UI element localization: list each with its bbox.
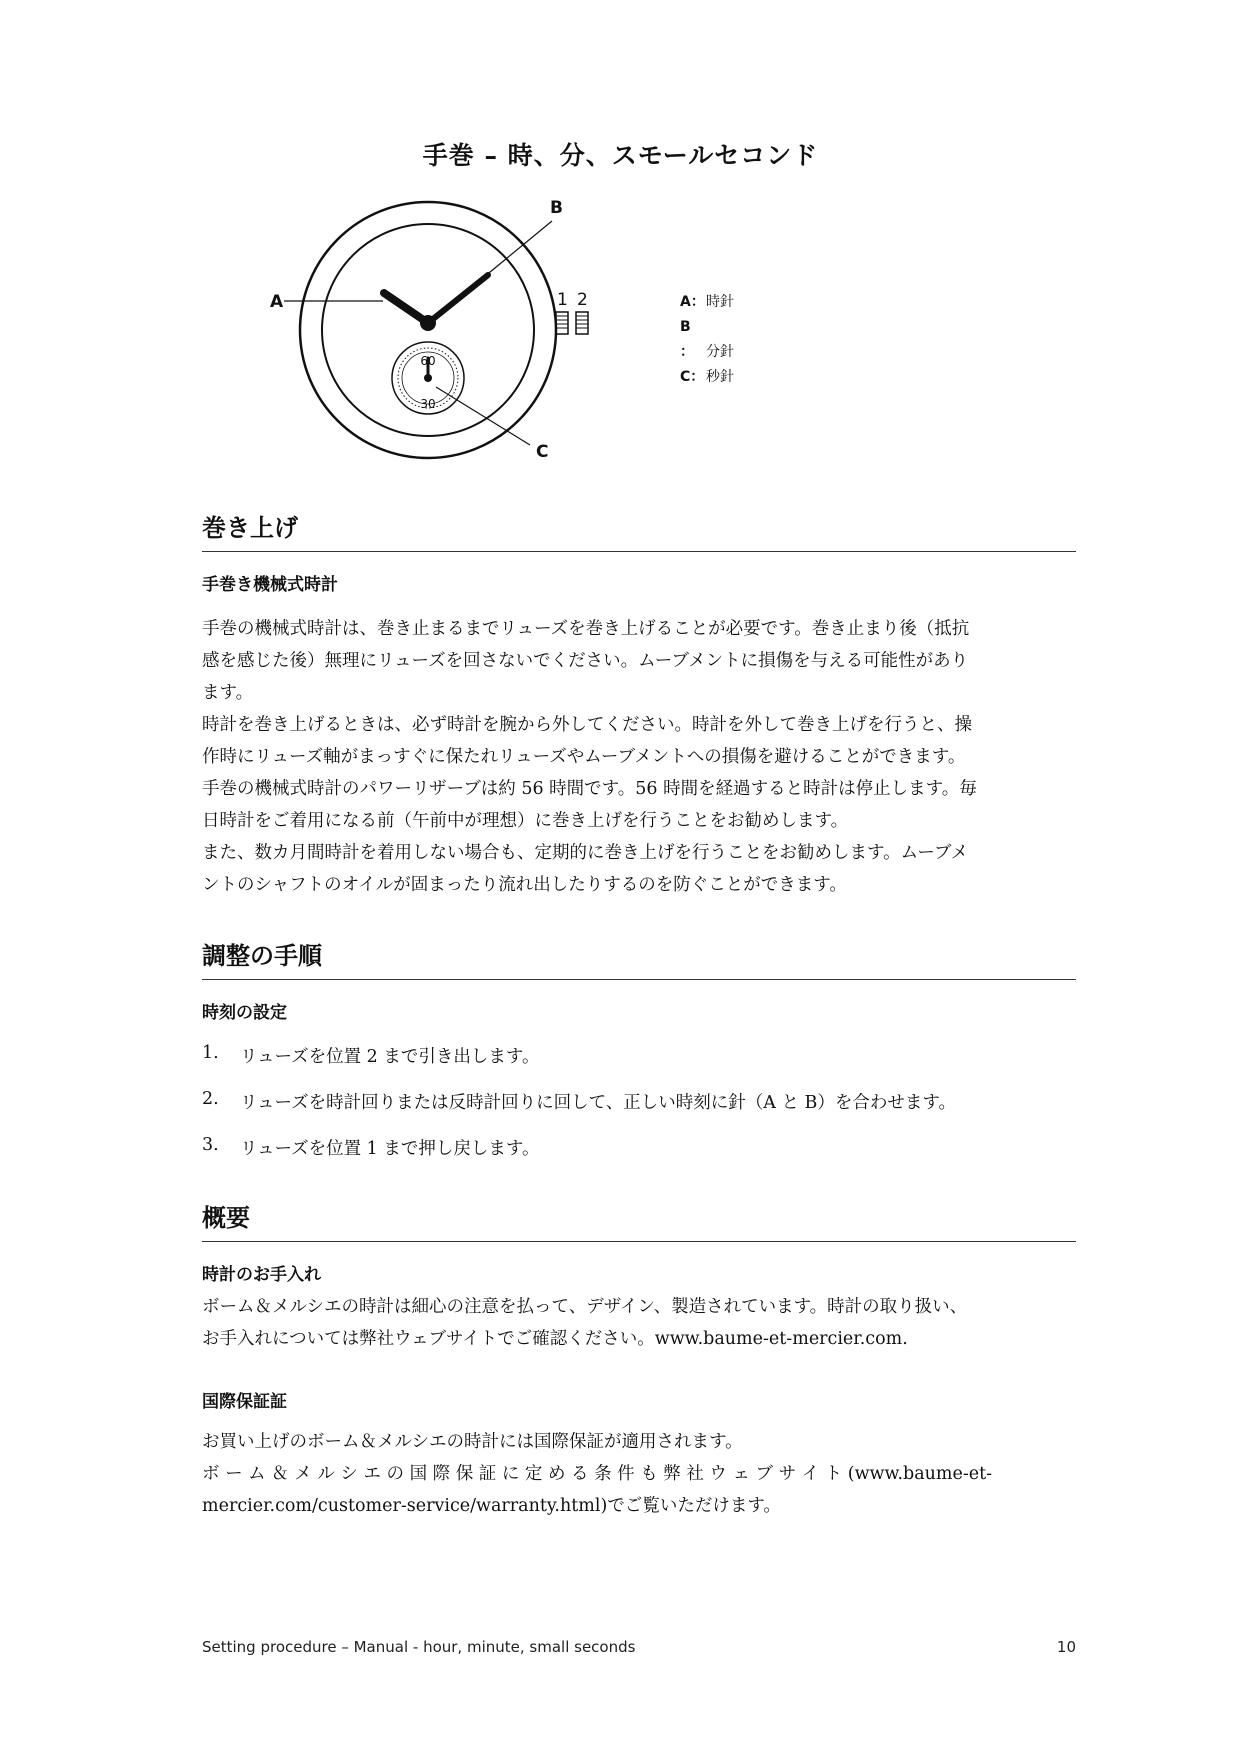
warranty-line: ボ ー ム ＆ メ ル シ エ の 国 際 保 証 に 定 め る 条 件 も 弊 社 ウ ェ ブ サ イ ト (www.baume-et-: [202, 1464, 993, 1484]
label-b: B: [550, 198, 563, 218]
adjust-heading: 調整の手順: [202, 936, 1076, 980]
document-title: 手巻 – 時、分、スモールセコンド: [422, 141, 819, 170]
watch-diagram: [260, 195, 600, 465]
winding-line: ントのシャフトのオイルが固まったり流れ出したりするのを防ぐことができます。: [202, 875, 847, 895]
label-a: A: [270, 292, 284, 312]
winding-line: 手巻の機械式時計のパワーリザーブは約 56 時間です。56 時間を経過すると時計は停止します。毎: [202, 779, 977, 799]
winding-line: ます。: [202, 683, 254, 703]
warranty-line: mercier.com/customer-service/warranty.html)でご覧いただけます。: [202, 1496, 781, 1516]
winding-line: 感を感じた後）無理にリューズを回さないでください。ムーブメントに損傷を与える可能性があり: [202, 651, 969, 671]
section-winding: [202, 508, 1076, 901]
winding-line: 日時計をご着用になる前（午前中が理想）に巻き上げを行うことをお勧めします。: [202, 811, 849, 831]
winding-line: 手巻の機械式時計は、巻き止まるまでリューズを巻き上げることが必要です。巻き止まり後（抵抗: [202, 619, 970, 639]
subdial-label-30: 30: [420, 397, 436, 411]
step-item: 3. リューズを位置 1 まで押し戻します。: [202, 1135, 540, 1159]
crown-position-2: 2: [577, 290, 588, 310]
winding-body: [202, 613, 1076, 901]
care-line: ボーム＆メルシエの時計は細心の注意を払って、デザイン、製造されています。時計の取り扱い、: [202, 1297, 968, 1317]
winding-line: 作時にリューズ軸がまっすぐに保たれリューズやムーブメントへの損傷を避けることができます。: [202, 747, 966, 767]
care-line: お手入れについては弊社ウェブサイトでご確認ください。www.baume-et-mercier.com.: [202, 1329, 908, 1349]
step-item: 1. リューズを位置 2 まで引き出します。: [202, 1043, 540, 1067]
overview-heading: 概要: [202, 1198, 1076, 1242]
footer-text: Setting procedure – Manual - hour, minute, small seconds: [202, 1638, 636, 1656]
care-heading: 時計のお手入れ: [202, 1265, 321, 1285]
label-c: C: [536, 442, 549, 462]
adjust-steps: [202, 1043, 1076, 1181]
adjust-subheading: 時刻の設定: [202, 1003, 287, 1023]
page-number: 10: [1056, 1638, 1076, 1656]
step-item: 2. リューズを時計回りまたは反時計回りに回して、正しい時刻に針（A と B）を合わせます。: [202, 1089, 956, 1113]
section-adjustment: [202, 936, 1076, 1181]
subdial-label-60: 60: [420, 354, 436, 368]
warranty-heading: 国際保証証: [202, 1392, 287, 1412]
winding-heading: 巻き上げ: [202, 508, 1076, 552]
care-body: [202, 1291, 1076, 1355]
crown-position-1: 1: [557, 290, 568, 310]
legend-item-c: C： 秒針: [680, 369, 734, 385]
page-footer: [202, 1638, 1076, 1656]
legend-item-a: A：時針: [680, 294, 734, 310]
center-pin: [420, 315, 436, 331]
winding-line: 時計を巻き上げるときは、必ず時計を腕から外してください。時計を外して巻き上げを行うと、操: [202, 715, 972, 735]
warranty-line: お買い上げのボーム＆メルシエの時計には国際保証が適用されます。: [202, 1432, 743, 1452]
winding-line: また、数カ月間時計を着用しない場合も、定期的に巻き上げを行うことをお勧めします。ムーブメ: [202, 843, 969, 863]
pointer-line-c: [436, 387, 530, 445]
winding-subheading: 手巻き機械式時計: [202, 575, 338, 595]
diagram-legend: [680, 290, 734, 390]
section-overview: [202, 1198, 1076, 1522]
crown-icon: [556, 312, 588, 334]
warranty-body: [202, 1426, 1076, 1522]
legend-item-b: B ： 分針: [680, 319, 734, 360]
